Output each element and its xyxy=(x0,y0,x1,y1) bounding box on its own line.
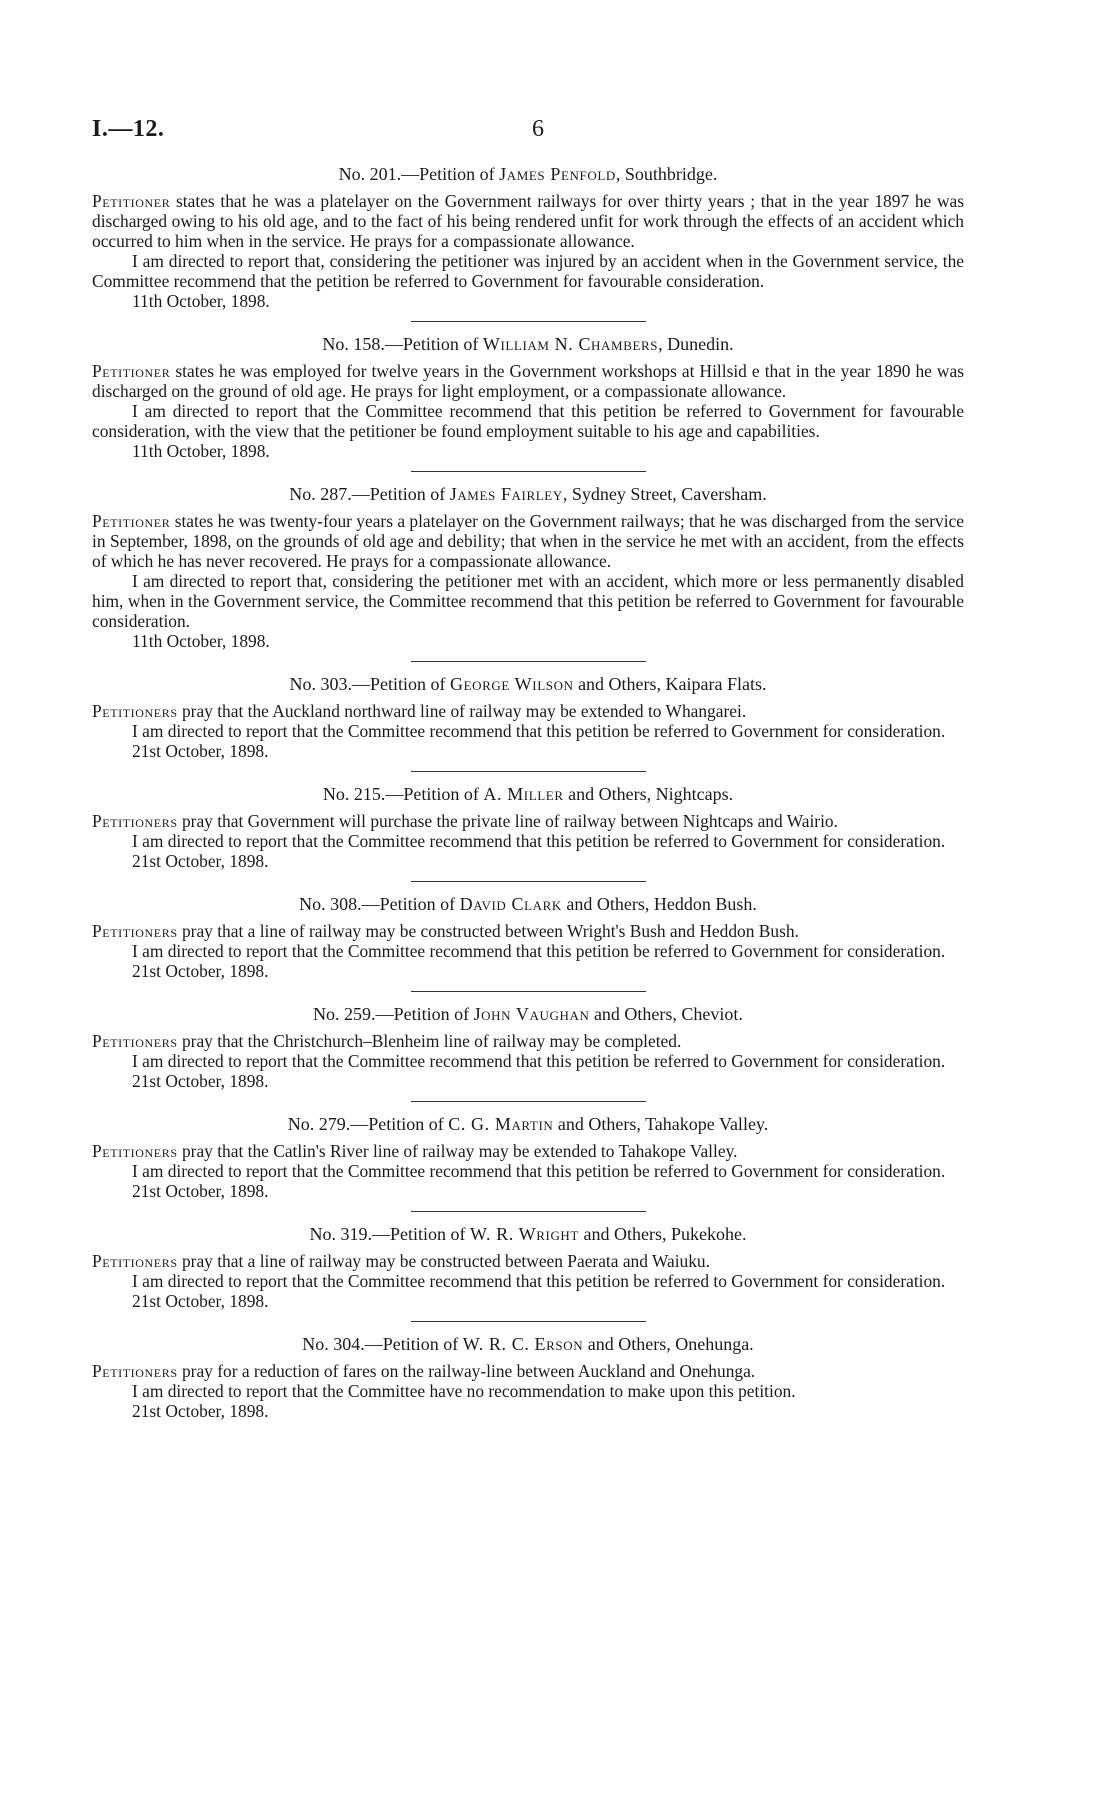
committee-report: I am directed to report that the Committee recommend that this petition be referred to Government for consideration. xyxy=(132,721,946,741)
statement-text: pray that the Christchurch–Blenheim line of railway may be completed. xyxy=(181,1031,682,1051)
petitioner-lead: Petitioners xyxy=(92,701,178,721)
committee-report: I am directed to report that the Committee recommend that this petition be referred to Government for favourable consideration, with the view that the petitioner be found employment suitable to his age and capabilities. xyxy=(92,401,964,441)
report-date: 21st October, 1898. xyxy=(132,1181,269,1201)
petitioner-lead: Petitioner xyxy=(92,191,171,211)
petition-section xyxy=(92,784,964,882)
and-others-label: and Others, xyxy=(583,1224,667,1244)
petition-section xyxy=(92,1334,964,1421)
committee-report: I am directed to report that, considering the petitioner met with an accident, which more or less permanently disabled him, when in the Government service, the Committee recommend that this petition be referred to Government for favourable consideration. xyxy=(92,571,964,631)
petition-number: No. 158. xyxy=(322,334,385,354)
petition-of-label: —Petition of xyxy=(350,1114,444,1134)
petition-place: Dunedin. xyxy=(667,334,734,354)
and-others-label: and Others, xyxy=(568,784,652,804)
petition-of-label: —Petition of xyxy=(364,1334,459,1354)
petitioner-lead: Petitioners xyxy=(92,921,178,941)
petition-section xyxy=(92,484,964,662)
petition-section xyxy=(92,1114,964,1212)
petition-title xyxy=(92,1334,964,1355)
petition-of-label: —Petition of xyxy=(351,674,446,694)
report-date: 11th October, 1898. xyxy=(132,291,270,311)
comma-separator: , xyxy=(615,164,621,184)
petition-title xyxy=(92,164,964,185)
petition-statement xyxy=(92,701,964,721)
page-number: 6 xyxy=(532,116,544,142)
and-others-label: and Others, xyxy=(566,894,650,914)
petition-title xyxy=(92,674,964,695)
petition-number: No. 215. xyxy=(322,784,386,804)
committee-report: I am directed to report that the Committee recommend that this petition be referred to Government for consideration. xyxy=(132,1271,946,1291)
section-divider xyxy=(411,1321,646,1322)
report-date: 21st October, 1898. xyxy=(132,961,269,981)
petition-of-label: —Petition of xyxy=(384,334,479,354)
petition-number: No. 259. xyxy=(313,1004,376,1024)
statement-text: states that he was a platelayer on the Government railways for over thirty years ; that in the year 1897 he was discharged owing to his old age, and to the fact of his being rendered unfit for work through the effects of an accident which occurred to him when in the service. He prays for a compassionate allowance. xyxy=(92,191,964,251)
report-date: 21st October, 1898. xyxy=(132,851,269,871)
petition-place: Heddon Bush. xyxy=(653,894,757,914)
section-divider xyxy=(411,321,646,322)
petition-section xyxy=(92,894,964,992)
petition-statement xyxy=(92,1251,964,1271)
petition-place: Tahakope Valley. xyxy=(645,1114,769,1134)
comma-separator: , xyxy=(658,334,663,354)
petition-section xyxy=(92,1004,964,1102)
statement-text: pray that the Auckland northward line of railway may be extended to Whangarei. xyxy=(181,701,747,721)
petitioner-name: C. G. Martin xyxy=(448,1114,554,1134)
petitioner-name: William N. Chambers xyxy=(482,334,659,354)
petitioner-name: James Penfold xyxy=(499,164,616,184)
statement-text: states he was employed for twelve years in the Government workshops at Hillsid e that in the year 1890 he was discharged on the ground of old age. He prays for light employment, or a compassionate allowance. xyxy=(92,361,964,401)
statement-text: pray that the Catlin's River line of railway may be extended to Tahakope Valley. xyxy=(181,1141,738,1161)
committee-report: I am directed to report that the Committee have no recommendation to make upon this petition. xyxy=(132,1381,796,1401)
petition-statement xyxy=(92,361,964,401)
petition-statement xyxy=(92,511,964,571)
report-date: 21st October, 1898. xyxy=(132,741,269,761)
report-date: 21st October, 1898. xyxy=(132,1071,269,1091)
petition-statement xyxy=(92,1141,964,1161)
document-reference: I.—12. xyxy=(92,116,165,142)
committee-report: I am directed to report that the Committee recommend that this petition be referred to Government for consideration. xyxy=(132,1051,946,1071)
petition-section xyxy=(92,1224,964,1322)
petitioner-name: A. Miller xyxy=(483,784,564,804)
petitioner-name: David Clark xyxy=(459,894,562,914)
and-others-label: and Others, xyxy=(557,1114,641,1134)
section-divider xyxy=(411,771,646,772)
page-header xyxy=(92,116,984,148)
petitioner-lead: Petitioners xyxy=(92,811,178,831)
petitioner-lead: Petitioners xyxy=(92,1141,178,1161)
petitioner-lead: Petitioner xyxy=(92,511,171,531)
statement-text: pray that a line of railway may be constructed between Paerata and Waiuku. xyxy=(181,1251,710,1271)
petition-place: Onehunga. xyxy=(675,1334,754,1354)
petition-of-label: —Petition of xyxy=(351,484,446,504)
report-date: 11th October, 1898. xyxy=(132,631,270,651)
petition-place: Pukekohe. xyxy=(670,1224,747,1244)
petition-statement xyxy=(92,921,964,941)
petition-of-label: —Petition of xyxy=(372,1224,466,1244)
committee-report: I am directed to report that, considering the petitioner was injured by an accident when in the Government service, the Committee recommend that the petition be referred to Government for favourable consideration. xyxy=(92,251,964,291)
petition-number: No. 319. xyxy=(309,1224,373,1244)
section-divider xyxy=(411,1101,646,1102)
statement-text: pray that Government will purchase the private line of railway between Nightcaps and Wairio. xyxy=(181,811,838,831)
section-divider xyxy=(411,1211,646,1212)
and-others-label: and Others, xyxy=(578,674,662,694)
petition-number: No. 303. xyxy=(289,674,352,694)
section-divider xyxy=(411,881,646,882)
petition-title xyxy=(92,784,964,805)
petition-title xyxy=(92,484,964,505)
petitioner-name: John Vaughan xyxy=(473,1004,590,1024)
statement-text: states he was twenty-four years a platelayer on the Government railways; that he was discharged from the service in September, 1898, on the grounds of old age and debility; that when in the service he met with an accident, from the effects of which he has never recovered. He prays for a compassionate allowance. xyxy=(92,511,964,571)
committee-report: I am directed to report that the Committee recommend that this petition be referred to Government for consideration. xyxy=(132,941,946,961)
section-divider xyxy=(411,471,646,472)
petitioner-name: James Fairley xyxy=(449,484,563,504)
petition-place: Sydney Street, Caversham. xyxy=(571,484,767,504)
comma-separator: , xyxy=(562,484,568,504)
petition-of-label: —Petition of xyxy=(361,894,456,914)
petition-place: Cheviot. xyxy=(681,1004,743,1024)
petitioner-lead: Petitioner xyxy=(92,361,171,381)
statement-text: pray for a reduction of fares on the railway-line between Auckland and Onehunga. xyxy=(181,1361,756,1381)
petition-of-label: —Petition of xyxy=(375,1004,470,1024)
petition-place: Nightcaps. xyxy=(655,784,734,804)
petition-section xyxy=(92,674,964,772)
committee-report: I am directed to report that the Committee recommend that this petition be referred to Government for consideration. xyxy=(132,831,946,851)
and-others-label: and Others, xyxy=(593,1004,677,1024)
petition-place: Kaipara Flats. xyxy=(665,674,767,694)
petition-title xyxy=(92,1224,964,1245)
report-date: 21st October, 1898. xyxy=(132,1401,269,1421)
petition-title xyxy=(92,1114,964,1135)
petitioner-name: W. R. C. Erson xyxy=(462,1334,584,1354)
petitions-list xyxy=(92,164,964,1421)
petition-number: No. 308. xyxy=(299,894,362,914)
petition-section xyxy=(92,334,964,472)
petitioner-lead: Petitioners xyxy=(92,1361,178,1381)
petitioner-name: George Wilson xyxy=(449,674,574,694)
petition-number: No. 279. xyxy=(287,1114,351,1134)
petition-of-label: —Petition of xyxy=(401,164,495,184)
petition-number: No. 304. xyxy=(302,1334,365,1354)
statement-text: pray that a line of railway may be constructed between Wright's Bush and Heddon Bush. xyxy=(181,921,799,941)
section-divider xyxy=(411,661,646,662)
petition-statement xyxy=(92,811,964,831)
petitioner-name: W. R. Wright xyxy=(470,1224,579,1244)
report-date: 11th October, 1898. xyxy=(132,441,270,461)
petition-number: No. 201. xyxy=(338,164,402,184)
petition-of-label: —Petition of xyxy=(385,784,479,804)
petition-section xyxy=(92,164,964,322)
petitioner-lead: Petitioners xyxy=(92,1251,178,1271)
petition-title xyxy=(92,334,964,355)
petition-place: Southbridge. xyxy=(624,164,718,184)
section-divider xyxy=(411,991,646,992)
petitioner-lead: Petitioners xyxy=(92,1031,178,1051)
petition-statement xyxy=(92,1031,964,1051)
petition-statement xyxy=(92,191,964,251)
and-others-label: and Others, xyxy=(587,1334,671,1354)
petition-title xyxy=(92,894,964,915)
petition-number: No. 287. xyxy=(289,484,352,504)
report-date: 21st October, 1898. xyxy=(132,1291,269,1311)
committee-report: I am directed to report that the Committee recommend that this petition be referred to Government for consideration. xyxy=(132,1161,946,1181)
petition-statement xyxy=(92,1361,964,1381)
petition-title xyxy=(92,1004,964,1025)
